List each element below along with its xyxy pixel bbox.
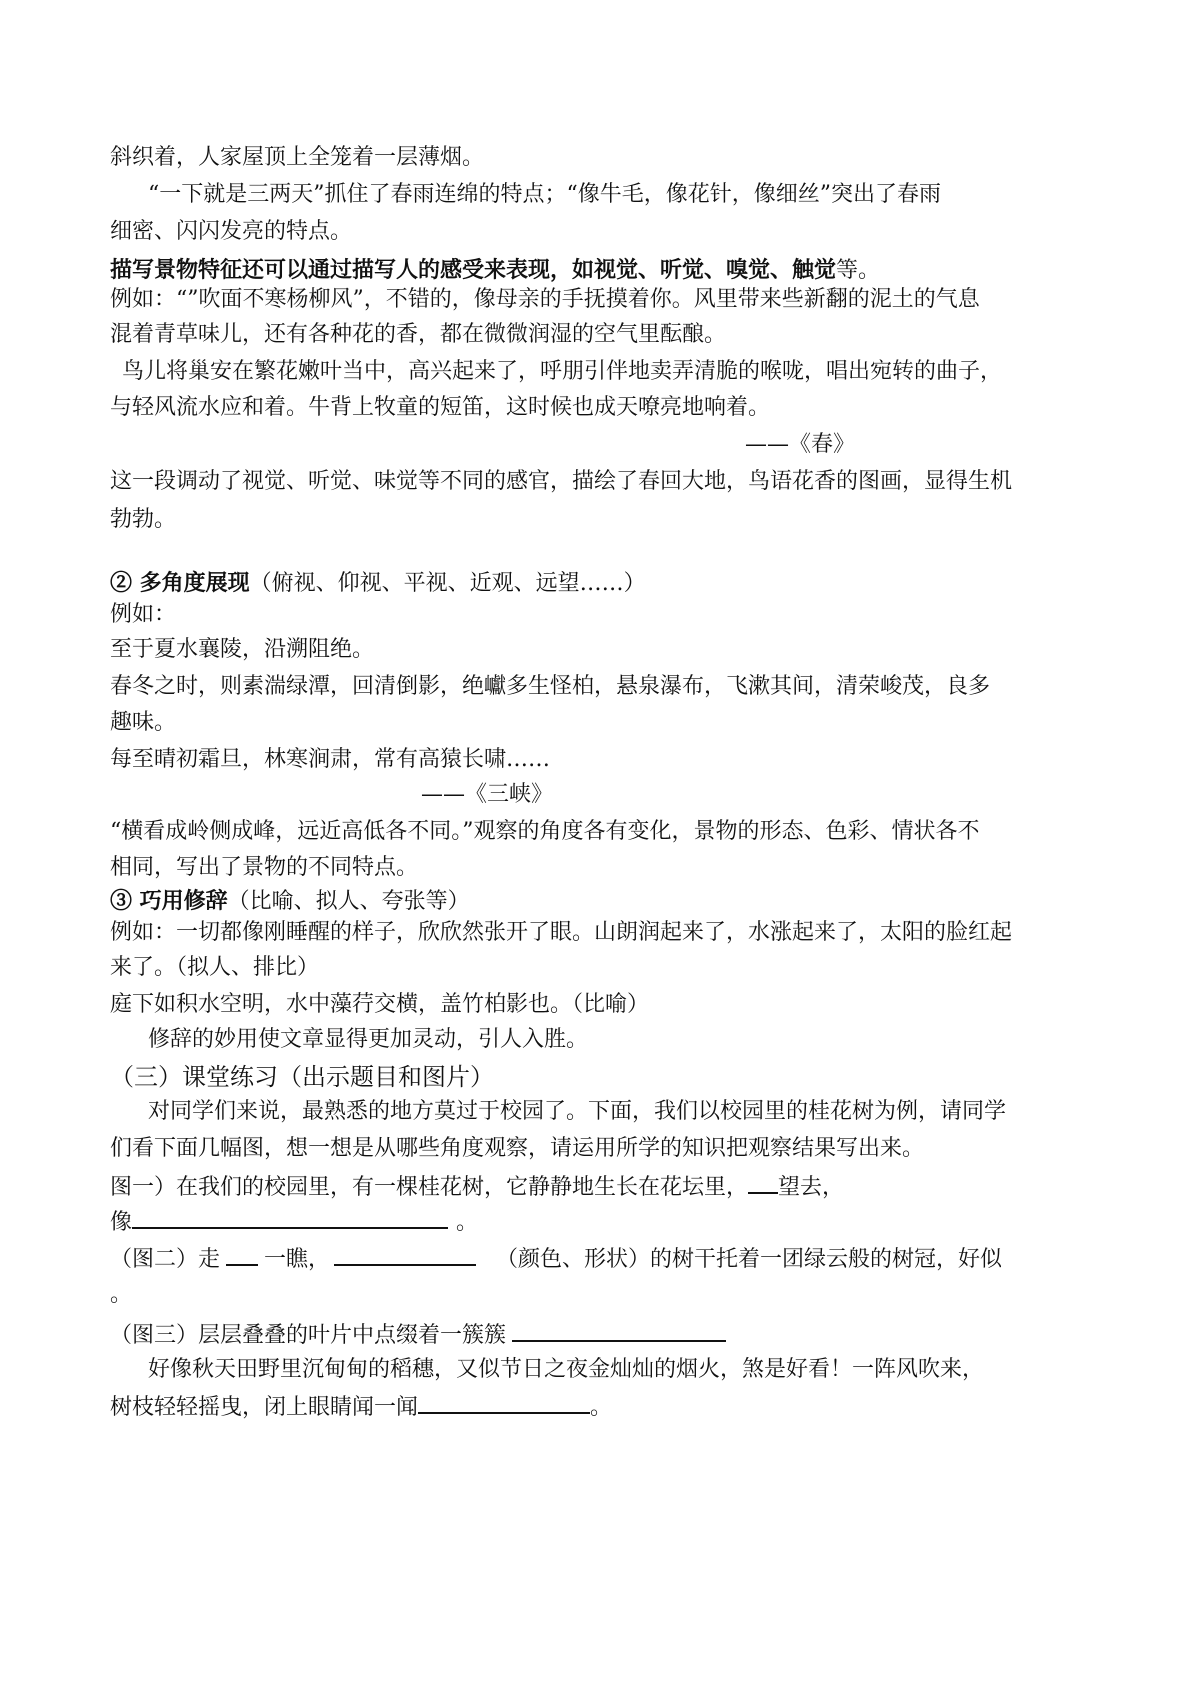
- paragraph-line: 每至晴初霜旦，林寒涧肃，常有高猿长啸……: [110, 747, 551, 772]
- paragraph-line: “一下就是三两天”抓住了春雨连绵的特点；“像牛毛，像花针，像细丝”突出了春雨: [148, 182, 941, 207]
- exercise-text: （图二）走: [110, 1247, 221, 1272]
- paragraph-line: 相同，写出了景物的不同特点。: [110, 855, 419, 880]
- answer-blank[interactable]: [334, 1242, 476, 1266]
- bold-heading: ③ 巧用修辞: [110, 888, 228, 914]
- answer-blank[interactable]: [226, 1242, 258, 1266]
- exercise-text: 望去，: [778, 1175, 845, 1200]
- source-citation: ——《春》: [744, 432, 855, 457]
- exercise-line: [110, 1390, 1090, 1423]
- heading-tail: （俯视、仰视、平视、近观、远望……）: [249, 571, 646, 596]
- exercise-line: 。: [110, 1282, 133, 1307]
- paragraph-line: 鸟儿将巢安在繁花嫩叶当中，高兴起来了，呼朋引伴地卖弄清脆的喉咙，唱出宛转的曲子，: [122, 359, 1003, 384]
- paragraph-line: 对同学们来说，最熟悉的地方莫过于校园了。下面，我们以校园里的桂花树为例，请同学: [148, 1099, 1007, 1124]
- section-point: [110, 255, 1090, 286]
- answer-blank[interactable]: [748, 1170, 778, 1194]
- answer-blank[interactable]: [512, 1318, 726, 1342]
- heading-tail: 等。: [836, 258, 881, 283]
- bold-heading: ② 多角度展现: [110, 570, 250, 596]
- paragraph-line: 趣味。: [110, 710, 177, 735]
- section-heading: [110, 886, 1090, 917]
- exercise-text: 图一）在我们的校园里，有一棵桂花树，它静静地生长在花坛里，: [110, 1175, 749, 1200]
- paragraph-line: 们看下面几幅图，想一想是从哪些角度观察，请运用所学的知识把观察结果写出来。: [110, 1136, 925, 1161]
- paragraph-line: 例如：“”吹面不寒杨柳风”，不错的，像母亲的手抚摸着你。风里带来些新翻的泥土的气息: [110, 287, 980, 312]
- paragraph-line: 这一段调动了视觉、听觉、味觉等不同的感官，描绘了春回大地，鸟语花香的图画，显得生机: [110, 469, 1013, 494]
- paragraph-line: “横看成岭侧成峰，远近高低各不同。”观察的角度各有变化，景物的形态、色彩、情状各不: [110, 819, 980, 844]
- exercise-line: [110, 1318, 1090, 1351]
- exercise-line: [110, 1205, 1090, 1238]
- paragraph-line: 例如：一切都像刚睡醒的样子，欣欣然张开了眼。山朗润起来了，水涨起来了，太阳的脸红起: [110, 920, 1013, 945]
- exercise-text: （颜色、形状）的树干托着一团绿云般的树冠，好似: [496, 1247, 1003, 1272]
- exercise-line: [110, 1242, 1090, 1275]
- exercise-text: 。: [456, 1210, 479, 1235]
- exercise-line: [110, 1170, 1090, 1203]
- answer-blank[interactable]: [132, 1205, 448, 1229]
- exercise-text: 一瞧，: [264, 1247, 331, 1272]
- paragraph-line: 与轻风流水应和着。牛背上牧童的短笛，这时候也成天嘹亮地响着。: [110, 395, 771, 420]
- exercise-text: 像: [110, 1210, 133, 1235]
- paragraph-line: 庭下如积水空明，水中藻荇交横，盖竹柏影也。（比喻）: [110, 992, 650, 1017]
- exercise-text: 树枝轻轻摇曳，闭上眼睛闻一闻: [110, 1395, 419, 1420]
- paragraph-line: 修辞的妙用使文章显得更加灵动，引人入胜。: [148, 1027, 589, 1052]
- paragraph-line: 斜织着，人家屋顶上全笼着一层薄烟。: [110, 145, 485, 170]
- paragraph-line: 勃勃。: [110, 507, 177, 532]
- answer-blank[interactable]: [418, 1390, 590, 1414]
- paragraph-line: 来了。（拟人、排比）: [110, 955, 320, 980]
- paragraph-line: 至于夏水襄陵，沿溯阻绝。: [110, 637, 375, 662]
- section-heading: [110, 568, 1090, 599]
- bold-heading: 描写景物特征还可以通过描写人的感受来表现，如视觉、听觉、嗅觉、触觉: [110, 257, 837, 283]
- paragraph-line: 细密、闪闪发亮的特点。: [110, 219, 353, 244]
- exercise-text: 。: [590, 1395, 613, 1420]
- paragraph-line: 混着青草味儿，还有各种花的香，都在微微润湿的空气里酝酿。: [110, 322, 727, 347]
- paragraph-line: 春冬之时，则素湍绿潭，回清倒影，绝巘多生怪柏，悬泉瀑布，飞漱其间，清荣峻茂，良多: [110, 674, 991, 699]
- source-citation: ——《三峡》: [420, 782, 553, 807]
- section-title: （三）课堂练习（出示题目和图片）: [110, 1063, 494, 1091]
- paragraph-line: 好像秋天田野里沉甸甸的稻穗，又似节日之夜金灿灿的烟火，煞是好看！一阵风吹来，: [148, 1357, 985, 1382]
- heading-tail: （比喻、拟人、夸张等）: [227, 889, 470, 914]
- exercise-text: （图三）层层叠叠的叶片中点缀着一簇簇: [110, 1323, 507, 1348]
- paragraph-line: 例如：: [110, 602, 177, 627]
